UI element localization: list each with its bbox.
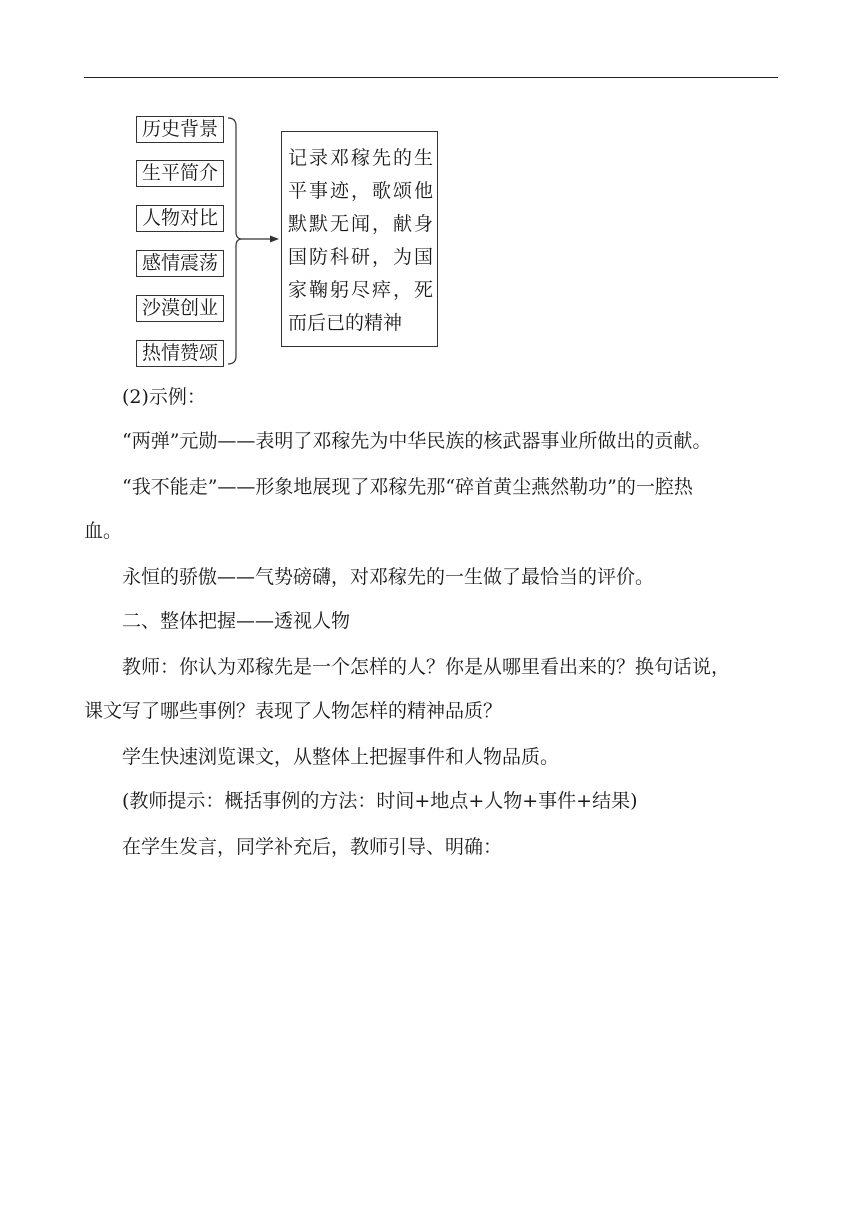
summary-line: 而后已的精神 bbox=[288, 312, 403, 334]
paragraph-cannot-leave-line1: “我不能走”——形象地展现了邓稼先那“碎首黄尘燕然勒功”的一腔热 bbox=[122, 476, 693, 498]
paragraph-eternal-pride: 永恒的骄傲——气势磅礴，对邓稼先的一生做了最恰当的评价。 bbox=[122, 566, 655, 588]
topic-box-biography: 生平简介 bbox=[136, 160, 224, 187]
paragraph-two-bombs: “两弹”元勋——表明了邓稼先为中华民族的核武器事业所做出的贡献。 bbox=[122, 430, 712, 452]
summary-line: 默默无闻，献身 bbox=[288, 213, 433, 235]
paragraph-teacher-hint: (教师提示：概括事例的方法：时间+地点+人物+事件+结果) bbox=[122, 790, 638, 812]
topic-box-history: 历史背景 bbox=[136, 116, 224, 143]
summary-line: 平事迹，歌颂他 bbox=[288, 180, 433, 202]
paragraph-example-label: (2)示例： bbox=[122, 386, 206, 408]
paragraph-student-speak: 在学生发言，同学补充后，教师引导、明确： bbox=[122, 836, 503, 858]
summary-line: 国防科研，为国 bbox=[288, 246, 433, 268]
paragraph-teacher-question-line2: 课文写了哪些事例？表现了人物怎样的精神品质？ bbox=[84, 700, 503, 722]
summary-diagram bbox=[0, 0, 860, 380]
summary-box bbox=[281, 131, 438, 347]
section-heading-overall-grasp: 二、整体把握——透视人物 bbox=[122, 610, 351, 632]
summary-line: 家鞠躬尽瘁，死 bbox=[288, 279, 433, 301]
paragraph-cannot-leave-line2: 血。 bbox=[84, 520, 123, 542]
paragraph-teacher-question-line1: 教师：你认为邓稼先是一个怎样的人？你是从哪里看出来的？换句话说， bbox=[122, 656, 731, 678]
topic-box-desert: 沙漠创业 bbox=[136, 295, 224, 322]
topic-box-emotion: 感情震荡 bbox=[136, 250, 224, 277]
paragraph-student-browse: 学生快速浏览课文，从整体上把握事件和人物品质。 bbox=[122, 746, 560, 768]
summary-line: 记录邓稼先的生 bbox=[288, 147, 433, 169]
topic-box-praise: 热情赞颂 bbox=[136, 340, 224, 367]
topic-box-contrast: 人物对比 bbox=[136, 205, 224, 232]
